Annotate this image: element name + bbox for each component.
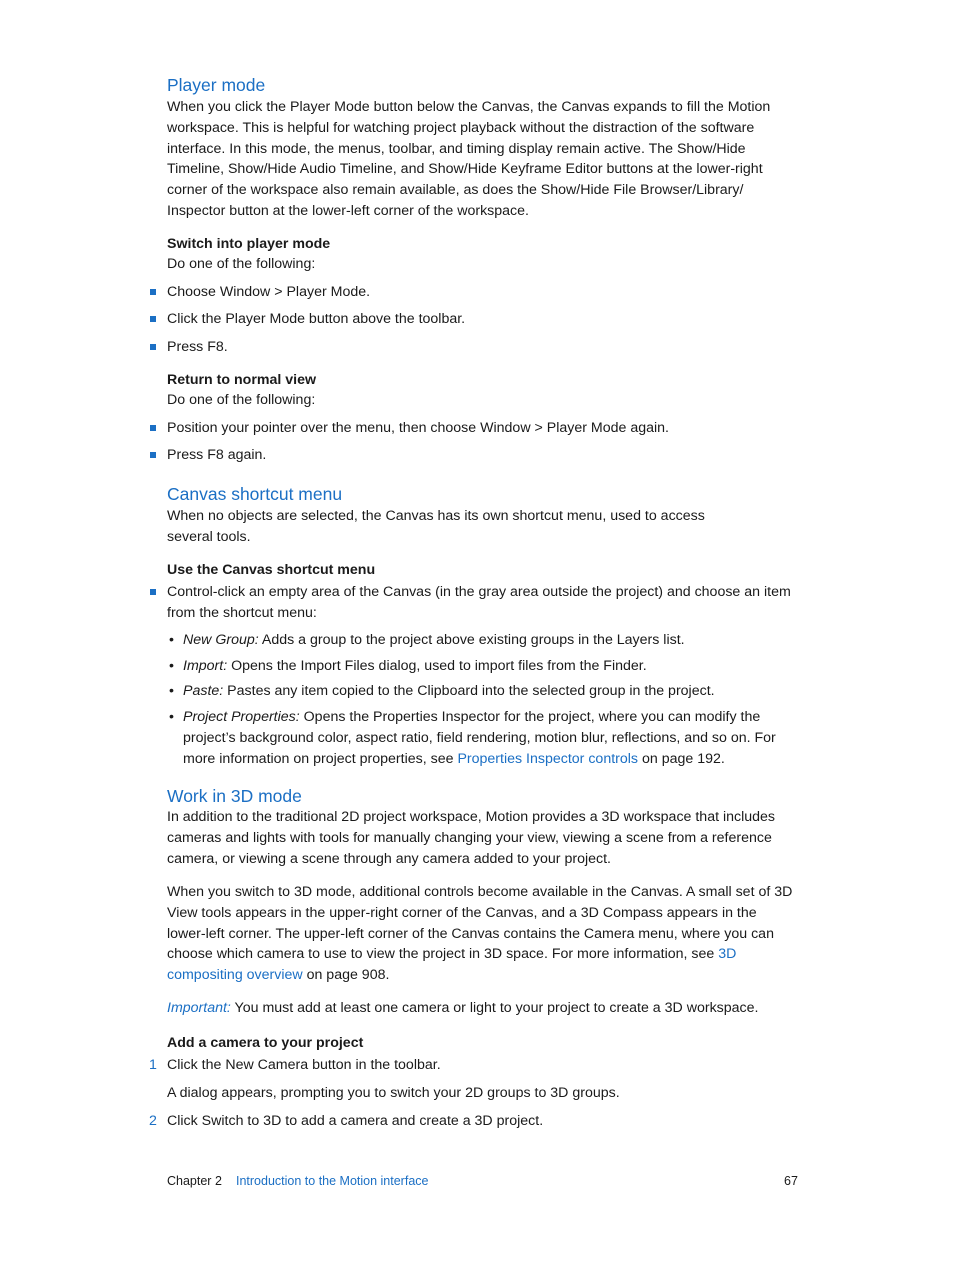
add-camera-title: Add a camera to your project [167, 1035, 364, 1051]
heading-work-3d-mode: Work in 3D mode [167, 786, 302, 806]
square-bullet-icon [150, 289, 156, 295]
item-desc-tail: on page 192. [638, 750, 725, 767]
list-item-text: Press F8. [167, 339, 228, 355]
return-lead: Do one of the following: [167, 392, 316, 408]
step-number: 2 [149, 1113, 157, 1129]
switch-player-mode-title: Switch into player mode [167, 236, 331, 252]
list-item-text: Position your pointer over the menu, then choose Window > Player Mode again. [167, 420, 669, 436]
square-bullet-icon [150, 344, 156, 350]
work-3d-para1: In addition to the traditional 2D project workspace, Motion provides a 3D workspace that includes cameras and lights with tools for manually changing your view, viewing a scene from a reference camera, or viewing a scene through any camera added to your project. [167, 809, 776, 867]
sub-list-item-text [183, 681, 796, 702]
dot-bullet-icon: • [169, 658, 174, 674]
square-bullet-icon [150, 452, 156, 458]
step-text: Click Switch to 3D to add a camera and create a 3D project. [167, 1113, 544, 1129]
item-desc: Opens the Import Files dialog, used to import files from the Finder. [227, 658, 647, 674]
footer-page-number: 67 [784, 1174, 798, 1188]
intro-line: several tools. [167, 528, 251, 545]
return-normal-view-title: Return to normal view [167, 372, 316, 388]
intro-line: When no objects are selected, the Canvas has its own shortcut menu, used to access [167, 508, 705, 524]
item-term: New Group: [183, 632, 259, 648]
item-desc: Pastes any item copied to the Clipboard into the selected group in the project. [223, 683, 715, 699]
step1-note: A dialog appears, prompting you to switch your 2D groups to 3D groups. [167, 1085, 620, 1101]
list-item-text: Press F8 again. [167, 447, 267, 463]
sub-list-item-text [183, 707, 796, 769]
item-term: Paste: [183, 683, 224, 699]
player-mode-intro: When you click the Player Mode button below the Canvas, the Canvas expands to fill the Motion workspace. This is helpful for watching project playback without the distraction of the software interface. In this mode, the menus, toolbar, and timing display remain active. The Show/Hide Timeline, Show/Hide Audio Timeline, and Show/Hide Keyframe Editor buttons at the lower-right corner of the workspace also remain available, as does the Show/Hide File Browser/Library/ Inspector button at the lower-left corner of the workspace. [167, 99, 771, 219]
important-text: You must add at least one camera or light to your project to create a 3D workspace. [230, 1000, 759, 1016]
sub-list-item-text [183, 630, 796, 651]
important-label: Important: [167, 1000, 231, 1016]
para2-tail: on page 908. [302, 967, 390, 984]
dot-bullet-icon: • [169, 709, 174, 725]
item-desc: Opens the Properties Inspector for the project, where you can modify the project’s background color, aspect ratio, field rendering, motion blur, reflections, and so on. For more information on project properties, see [183, 709, 776, 767]
footer-chapter: Chapter 2 [167, 1174, 222, 1188]
use-canvas-menu-title: Use the Canvas shortcut menu [167, 562, 376, 578]
item-term: Project Properties: [183, 709, 300, 725]
step-text: Click the New Camera button in the toolbar. [167, 1057, 441, 1073]
square-bullet-icon [150, 316, 156, 322]
item-desc: Adds a group to the project above existing groups in the Layers list. [258, 632, 685, 648]
properties-inspector-link[interactable]: Properties Inspector controls [457, 750, 639, 767]
list-item-text: Click the Player Mode button above the toolbar. [167, 311, 466, 327]
heading-player-mode: Player mode [167, 75, 266, 95]
work-3d-para2 [167, 882, 795, 986]
sub-list-item-text [183, 656, 796, 677]
3d-compositing-link[interactable]: 3D compositing overview [167, 946, 737, 984]
dot-bullet-icon: • [169, 683, 174, 699]
canvas-menu-intro [167, 506, 795, 548]
footer-chapter-title-link[interactable]: Introduction to the Motion interface [236, 1174, 429, 1188]
switch-lead: Do one of the following: [167, 256, 316, 272]
para2-text: When you switch to 3D mode, additional controls become available in the Canvas. A small set of 3D View tools appears in the upper-right corner of the Canvas, and a 3D Compass appears in the lower-left corner. The upper-left corner of the Canvas contains the Camera menu, where you can choose which camera to use to view the project in 3D space. For more information, see [167, 884, 793, 963]
heading-canvas-shortcut-menu: Canvas shortcut menu [167, 484, 343, 504]
dot-bullet-icon: • [169, 632, 174, 648]
square-bullet-icon [150, 589, 156, 595]
step-number: 1 [149, 1057, 157, 1073]
important-note [167, 998, 795, 1019]
item-term: Import: [183, 658, 228, 674]
square-bullet-icon [150, 425, 156, 431]
list-item-text: Choose Window > Player Mode. [167, 284, 371, 300]
list-item-text: Control-click an empty area of the Canvas (in the gray area outside the project) and choose an item from the shortcut menu: [167, 584, 791, 621]
